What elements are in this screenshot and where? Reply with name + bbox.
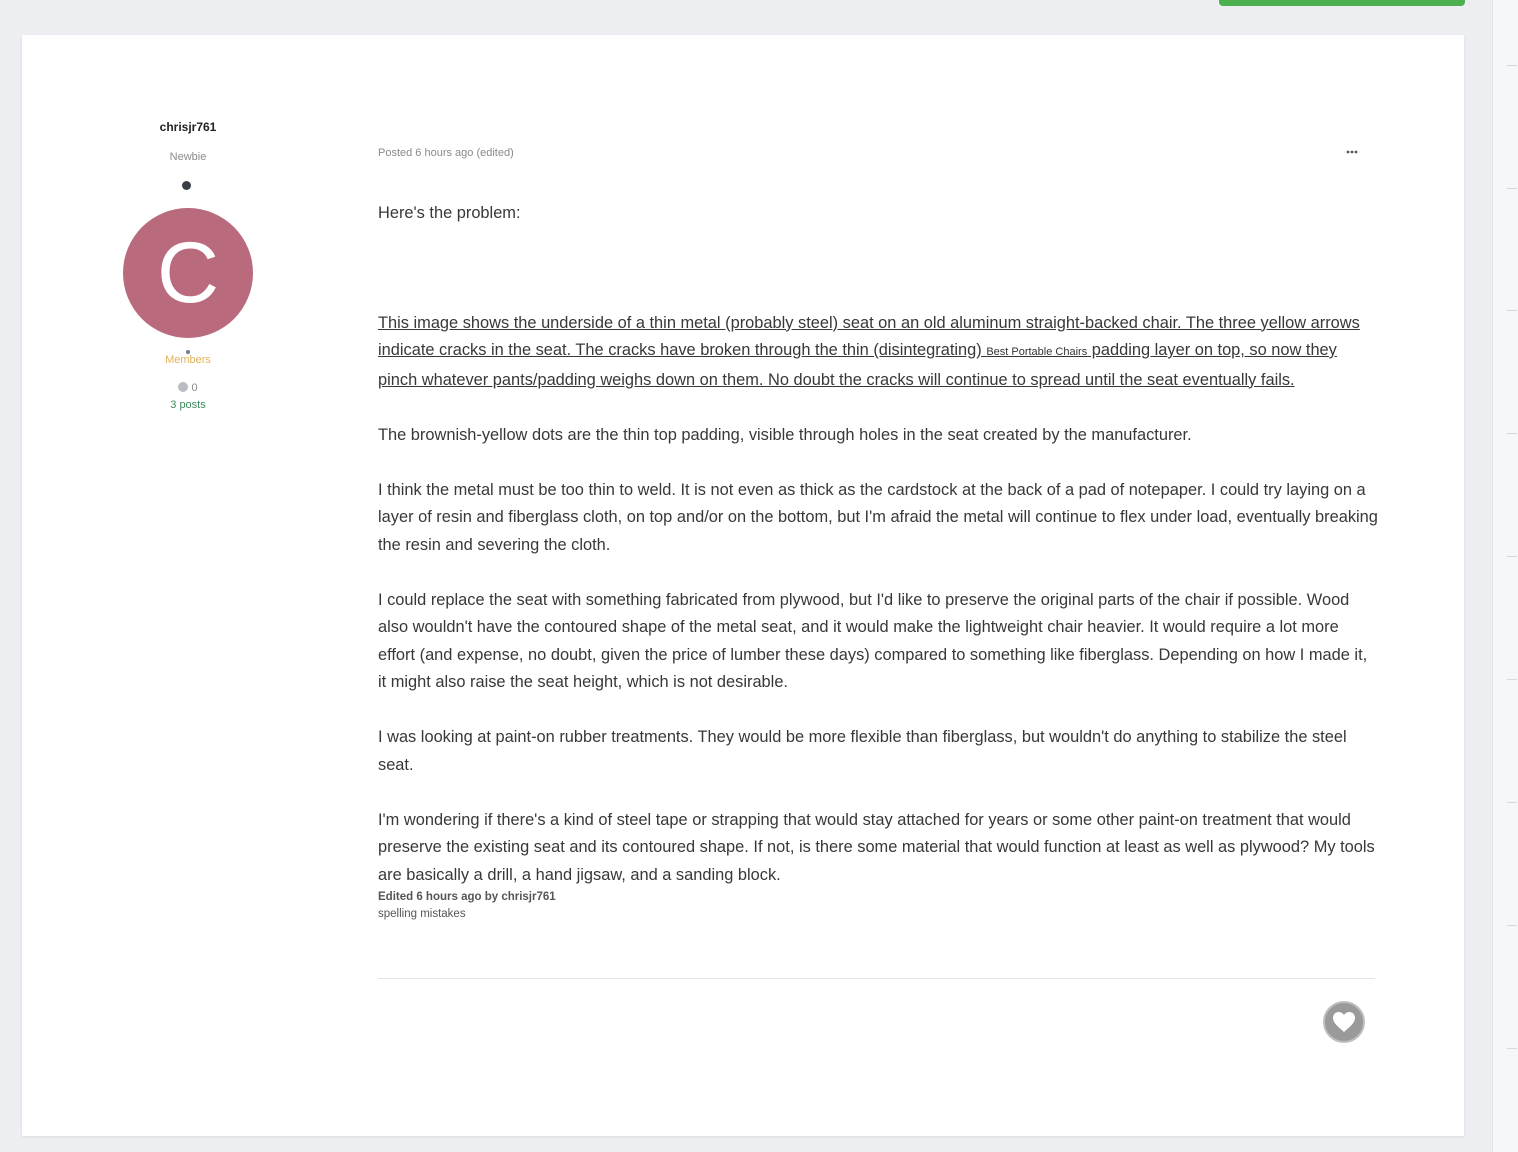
heart-icon [1332,1011,1356,1033]
post-paragraph: The brownish-yellow dots are the thin top padding, visible through holes in the seat created by the manufacturer. [378,425,1192,444]
post-timestamp[interactable]: Posted 6 hours ago (edited) [378,147,514,159]
strip-tick [1507,925,1517,926]
author-name[interactable]: chrisjr761 [159,120,217,134]
post-paragraph-underlined [378,310,1378,395]
post-content [378,200,1378,923]
reputation-icon [178,382,188,392]
reputation-badge [122,382,254,394]
underlined-text: This image shows the underside of a thin metal (probably steel) seat on an old aluminum straight-backed chair. The three yellow arrows indicate cracks in the seat. The cracks have broken through the thin (disintegrating) [378,313,1360,359]
post-paragraph: I think the metal must be too thin to weld. It is not even as thick as the cardstock at the back of a pad of notepaper. I could try laying on a layer of resin and fiberglass cloth, on top and/or on the bottom, but I'm afraid the metal will continue to flex under load, eventually breaking the resin and severing the cloth. [378,480,1378,554]
post-lead: Here's the problem: [378,204,521,222]
post-divider [378,978,1375,979]
strip-tick [1507,679,1517,680]
online-status-dot [182,181,191,190]
post-paragraph: I'm wondering if there's a kind of steel tape or strapping that would stay attached for years or some other paint-on treatment that would preserve the existing seat and its contoured shape. If not, is there some material that would function at least as well as plywood? My tools are basically a drill, a hand jigsaw, and a sanding block. [378,810,1375,884]
strip-tick [1507,802,1517,803]
avatar[interactable]: C [123,208,253,338]
underlined-text: padding layer on top, so now they pinch whatever pants/padding weighs down on them. No doubt the cracks will continue to spread until the seat eventually fails. [378,341,1337,389]
strip-tick [1507,188,1517,189]
edited-by-note: Edited 6 hours ago by chrisjr761 [378,891,556,903]
inline-link[interactable]: Best Portable Chairs [986,346,1088,358]
reply-button[interactable] [1219,0,1465,6]
reputation-count: 0 [191,382,198,394]
author-rank-title: Newbie [169,151,207,163]
strip-tick [1507,310,1517,311]
ellipsis-icon[interactable] [1340,143,1364,159]
post-paragraph: I was looking at paint-on rubber treatments. They would be more flexible than fiberglass, but wouldn't do anything to stabilize the steel seat. [378,728,1347,774]
post-paragraph: I could replace the seat with something fabricated from plywood, but I'd like to preserve the original parts of the chair if possible. Wood also wouldn't have the contoured shape of the metal seat, and it would make the lightweight chair heavier. It would require a lot more effort (and expense, no doubt, given the price of lumber these days) compared to something like fiberglass. Depending on how I made it, it might also raise the seat height, which is not desirable. [378,590,1368,691]
strip-tick [1507,1048,1517,1049]
right-scroll-strip [1492,0,1518,1152]
post-count-link[interactable]: 3 posts [170,399,206,411]
forum-post [22,35,1464,1136]
member-group-label: Members [165,354,211,366]
strip-tick [1507,65,1517,66]
edit-reason: spelling mistakes [378,908,466,920]
like-button[interactable] [1323,1001,1365,1043]
strip-tick [1507,433,1517,434]
ellipsis-icon-glyph [1346,150,1358,154]
strip-tick [1507,556,1517,557]
